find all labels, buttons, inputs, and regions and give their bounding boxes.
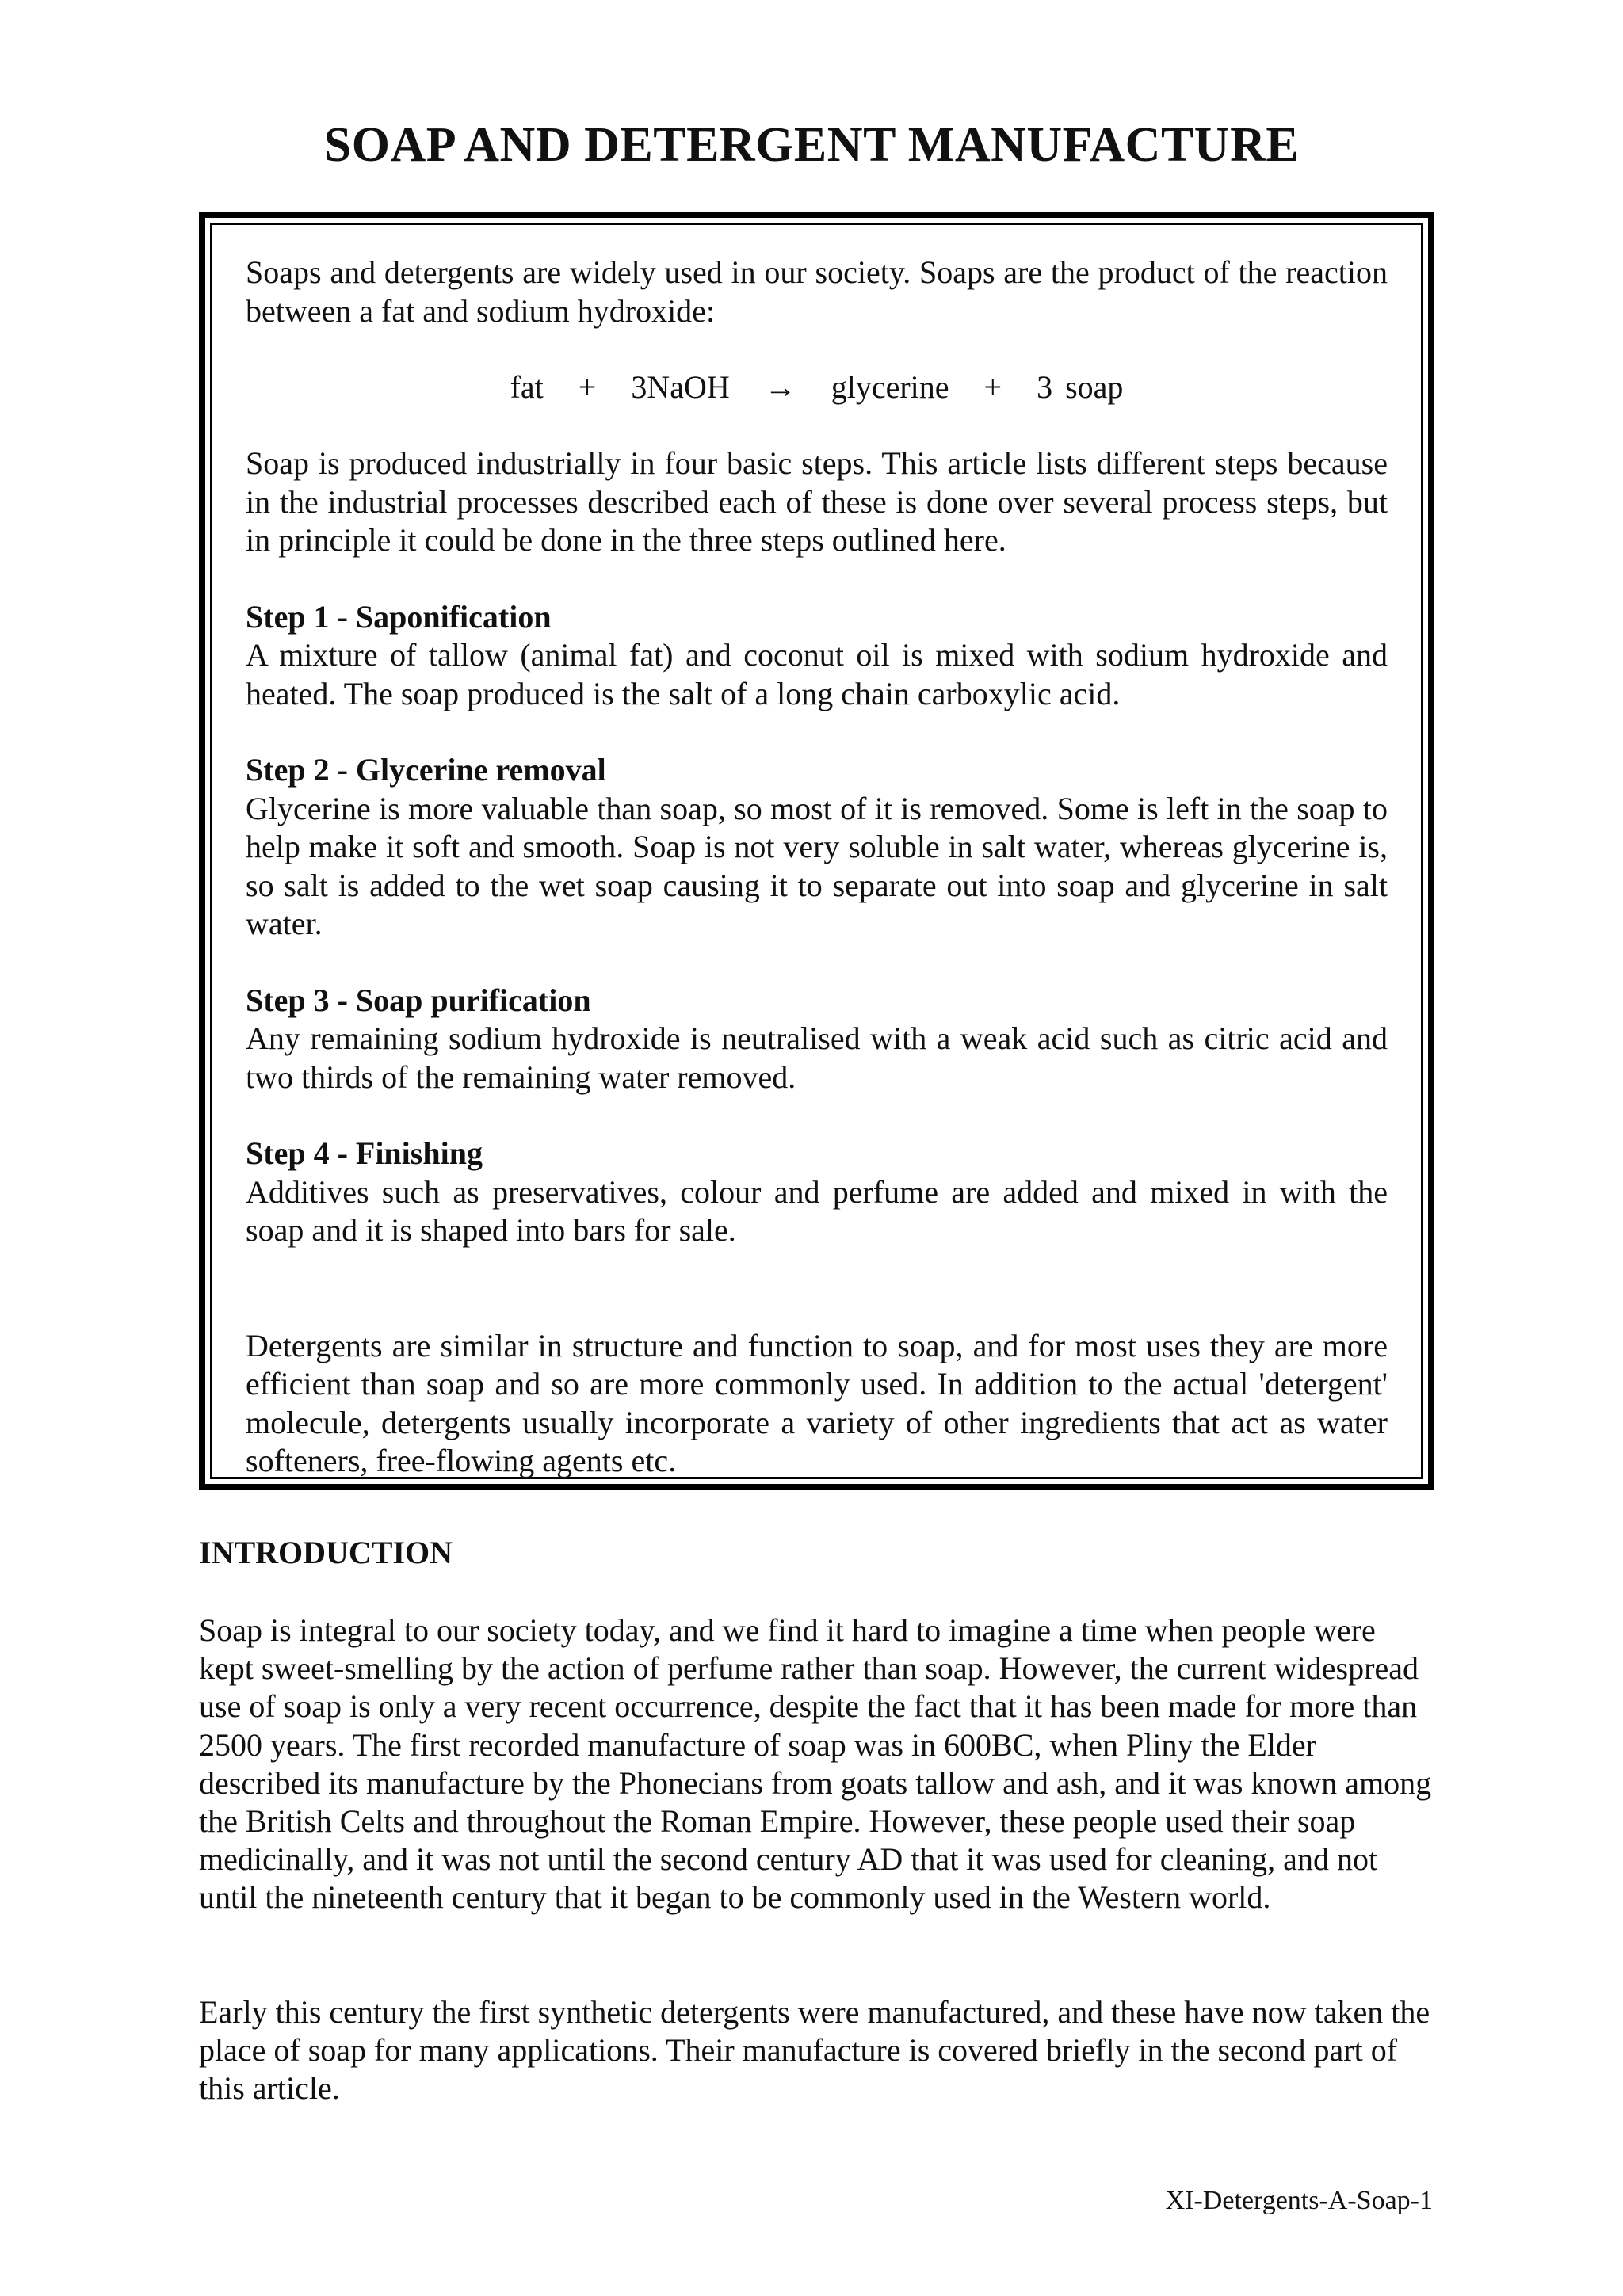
equation-product-glycerine: glycerine [831, 369, 949, 405]
introduction-paragraph-2: Early this century the first synthetic detergents were manufactured, and these have now taken the place of soap for many applications. Their manufacture is covered briefly in the second part of this article. [199, 1994, 1430, 2107]
step-4-text: Additives such as preservatives, colour and perfume are added and mixed in with the soap and it is shaped into bars for sale. [246, 1173, 1388, 1248]
summary-box [199, 212, 1434, 1490]
step-3-heading: Step 3 - Soap purification [246, 982, 591, 1018]
summary-intro: Soaps and detergents are widely used in our society. Soaps are the product of the reaction between a fat and sodium hydroxide: [246, 254, 1388, 329]
process-overview: Soap is produced industrially in four basic steps. This article lists different steps because in the industrial processes described each of these is done over several process steps, but in principle it could be done in the three steps outlined here. [246, 445, 1388, 558]
step-2-text: Glycerine is more valuable than soap, so most of it is removed. Some is left in the soap to help make it soft and smooth. Soap is not very soluble in salt water, whereas glycerine is, so salt is added to the wet soap causing it to separate out into soap and glycerine in salt water. [246, 790, 1388, 941]
summary-box-inner [210, 223, 1423, 1479]
step-2-heading: Step 2 - Glycerine removal [246, 752, 606, 788]
step-4-heading: Step 4 - Finishing [246, 1135, 483, 1171]
introduction-paragraph-1: Soap is integral to our society today, and we find it hard to imagine a time when people were kept sweet-smelling by the action of perfume rather than soap. However, the current widespread use of soap is only a very recent occurrence, despite the fact that it has been made for more than 2500 years. The first recorded manufacture of soap was in 600BC, when Pliny the Elder described its manufacture by the Phonecians from goats tallow and ash, and it was known among the British Celts and throughout the Roman Empire. However, these people used their soap medicinally, and it was not until the second century AD that it was used for cleaning, and not until the nineteenth century that it began to be commonly used in the Western world. [199, 1612, 1432, 1916]
page-title: SOAP AND DETERGENT MANUFACTURE [323, 118, 1300, 172]
reaction-equation [246, 368, 1388, 406]
equation-product-soap: 3 soap [1037, 369, 1124, 405]
step-1-text: A mixture of tallow (animal fat) and coconut oil is mixed with sodium hydroxide and heated. The soap produced is the salt of a long chain carboxylic acid. [246, 637, 1388, 711]
page-footer: XI-Detergents-A-Soap-1 [1165, 2186, 1433, 2215]
introduction-heading: INTRODUCTION [199, 1535, 453, 1570]
step-3-text: Any remaining sodium hydroxide is neutralised with a weak acid such as citric acid and two thirds of the remaining water removed. [246, 1020, 1388, 1095]
equation-reactant-fat: fat [510, 369, 544, 405]
equation-arrow: → [764, 369, 796, 405]
equation-plus-1: + [578, 369, 597, 405]
detergents-paragraph: Detergents are similar in structure and function to soap, and for most uses they are more efficient than soap and so are more commonly used. In addition to the actual 'detergent' molecule, detergents usually incorporate a variety of other ingredients that act as water softeners, free-flowing agents etc. [246, 1327, 1388, 1478]
equation-plus-2: + [983, 369, 1002, 405]
equation-reactant-naoh: 3NaOH [631, 369, 730, 405]
step-1-heading: Step 1 - Saponification [246, 598, 552, 635]
